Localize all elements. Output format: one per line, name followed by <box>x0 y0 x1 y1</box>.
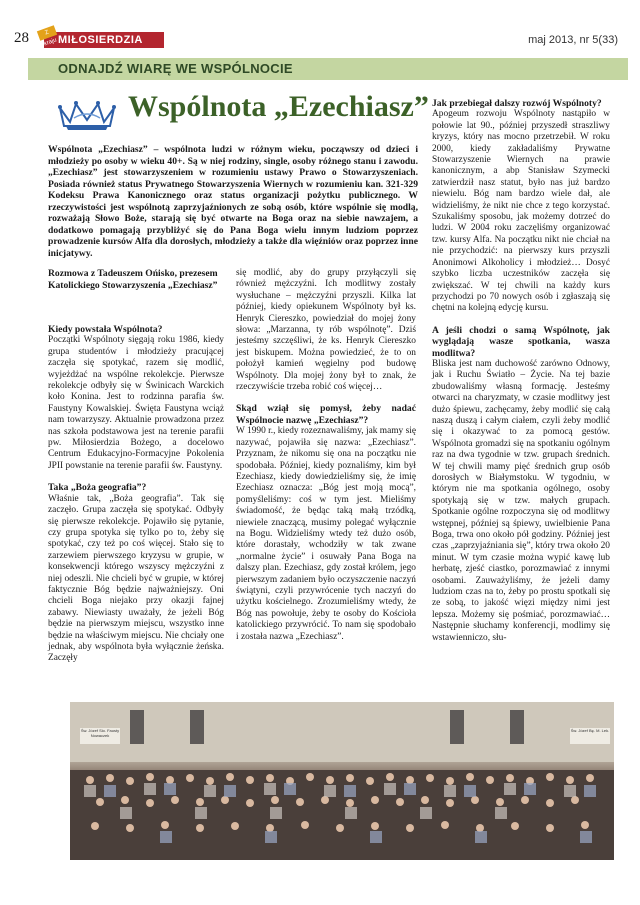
answer-paragraph: się modlić, aby do grupy przyłączyli się również mężczyźni. Ich modlitwy zostały wysłuchane – mężczyźni przyszli. Kilka lat później, kiedy opiekunem Wspólnoty był ks. Henryk Ciereszko, powiedział do mojej żony słowa: „Marzanna, ty rób wspólnotę”. Dziś jesteśmy szczęśliwi, że ks. Henryk Ciereszko jest biskupem. Można powiedzieć, że to on położył kamień węgielny pod budowę Wspólnoty. Dla mojej żony był to znak, że rzeczywiście trzeba robić coś więcej… <box>236 268 416 393</box>
answer-paragraph: Właśnie tak, „Boża geografia”. Tak się zaczęło. Grupa zaczęła się spotykać. Odbyły się pierwsze rekolekcje. Pojawiło się pytanie, czy grupa spotyka się tylko po to, żeby się spotykać, czy też po coś więcej. Stało się to zarzewiem pierwszego kryzysu w grupie, w konsekwencji którego wszyscy mężczyźni z niej odeszli. Nie chcieli być w grupie, w której faktycznie Bóg będzie najważniejszy. Oni chcieli Boga niejako przy okazji fajnej zabawy. Niewiasty uważały, że jeżeli Bóg będzie na pierwszym miejscu, wszystko inne będzie na właściwym miejscu. Nie chciały one jednak, aby wspólnota była wyłącznie żeńska. Zaczęły <box>48 493 224 664</box>
answer-paragraph: Apogeum rozwoju Wspólnoty nastąpiło w połowie lat 90., później przyszedł straszliwy kryzys, który nas mocno przetrzebił. W roku 2000, kiedy zakładaliśmy Prywatne Stowarzyszenie Wiernych na prawie kanonicznym, a abp Stanisław Szymecki zatwierdził nasz statut, było nas już bardzo niewielu. Bóg nam bardzo wiele dał, ale widzieliśmy, że nikt nie chce z tego korzystać. Szukaliśmy sposobu, jak możemy dotrzeć do ludzi. W 2004 roku zaczęliśmy organizować tzw. kursy Alfa. Na początku nikt nie chciał na nie przychodzić: na pierwszy kurs przyszli Anonimowi Alkoholicy i młodzież… Dosyć szybko liczba uczestników zaczęła się zwiększać. W tej chwili na każdy kurs przychodzi po 70 nowych osób i zgłaszają się chętni na kolejną edycję kursu. <box>432 109 610 314</box>
group-photo <box>70 702 614 860</box>
question-heading: Jak przebiegał dalszy rozwój Wspólnoty? <box>432 98 602 109</box>
crowd-illustration <box>70 750 614 860</box>
section-title: ODNAJDŹ WIARĘ WE WSPÓLNOCIE <box>58 61 293 76</box>
question-heading: Taka „Boża geografia”? <box>48 482 147 494</box>
question-heading: Kiedy powstała Wspólnota? <box>48 324 163 335</box>
page-number: 28 <box>14 30 29 46</box>
question-heading: A jeśli chodzi o samą Wspólnotę, jak wyglądają wasze spotkania, wasza modlitwa? <box>432 324 610 359</box>
column-2 <box>236 268 416 643</box>
column-3 <box>432 98 610 644</box>
article-intro: Wspólnota „Ezechiasz” – wspólnota ludzi w różnym wieku, począwszy od dzieci i młodzieży po osoby w wieku 40+. Są w niej rodziny, single, osoby różnego stanu i zawodu. „Ezechiasz” jest stowarzyszeniem w rozumieniu ustawy Prawo o Stowarzyszeniach. Posiada również status Prywatnego Stowarzyszenia Wiernych w rozumieniu kan. 321-329 Kodeksu Prawa Kanonicznego oraz status organizacji pożytku publicznego. W rzeczywistości jest wspólnotą zaprzyjaźnionych ze sobą osób, które wspólnie się modlą, rozważają Słowo Boże, starają się być otwarte na Boga oraz na siebie nawzajem, a dodatkowo pomagają przybliżyć się do Pana Boga wielu innym ludziom poprzez prowadzenie kursów Alfa dla dorosłych, młodzieży a także dla więźniów oraz poprzez inne inicjatywy. <box>48 144 418 259</box>
photo-sign: Św. Józef Sio. Fausty Nowaczek <box>80 728 120 744</box>
interview-byline: Rozmowa z Tadeuszem Ońisko, prezesem Katolickiego Stowarzyszenia „Ezechiasz” <box>48 268 218 291</box>
crown-logo-icon <box>56 96 118 132</box>
answer-paragraph: Bliska jest nam duchowość zarówno Odnowy, jak i Ruchu Światło – Życie. Na tej bazie zbudowaliśmy własną formację. Jesteśmy otwarci na charyzmaty, w czasie modlitwy jest dużo śpiewu, zachęcamy, żeby modlić się całą naszą duszą i całym ciałem, czyli żeby modlić się i okazywać to za pomocą gestów. Wspólnota gromadzi się na spotkaniu ogólnym raz na dwa tygodnie w tzw. grupach średnich. W tej chwili mamy pięć średnich grup osób dorosłych w Białymstoku. W tygodniu, w którym nie ma spotkania ogólnego, osoby spotykają się w tzw. małych grupach. Spotkanie ogólne rozpoczyna się od modlitwy wstępnej, później są śpiewy, uwielbienie Pana Boga, trwa ono około pół godziny. Później jest czas „zaprzyjaźniania się”, który trwa około 20 minut. W tym czasie można wypić kawę lub herbatę, zjeść ciastko, porozmawiać z innymi osobami. Zauważyliśmy, że jeżeli damy ludziom czas na to, żeby po prostu spotkali się ze sobą, to jakość więzi między nimi jest lepsza. Możemy się pośmiać, porozmawiać… Następnie słuchamy konferencji, modlimy się wstawienniczo, słu- <box>432 358 610 643</box>
answer-paragraph: Początki Wspólnoty sięgają roku 1986, kiedy grupa studentów i młodzieży pracującej zaczęła się spotykać, razem się modlić, wyjeżdżać na wspólne rekolekcje. Pierwsze rekolekcje odbyły się w Świnicach Warckich koło Konina. Jest to rodzinna parafia św. Faustyny Kowalskiej. Święta Faustyna wciąż nam towarzyszy. Aktualnie prowadzona przez nas szkoła podstawowa jest na terenie parafii pw. Miłosierdzia Bożego, a docelowo Centrum Edukacyjno-Formacyjne Pokolenia JPII powstanie na terenie parafii św. Faustyny. <box>48 335 224 471</box>
magazine-badge: Z kraju <box>37 25 57 41</box>
column-1 <box>48 318 224 665</box>
article-title: Wspólnota „Ezechiasz” <box>128 90 429 123</box>
magazine-banner: MIŁOSIERDZIA <box>44 32 164 48</box>
photo-sign: Św. Józef Bę. M. Lek. <box>570 728 610 744</box>
issue-label: maj 2013, nr 5(33) <box>528 34 618 46</box>
answer-paragraph: W 1990 r., kiedy rozeznawaliśmy, jak mamy się nazywać, pojawiła się nazwa: „Ezechiasz”. Przyznam, że nikomu się ona na początku nie spodobała. Później, kiedy poznaliśmy, kim był Ezechiasz, kiedy dowiedzieliśmy się, że imię Ezechiasz oznacza: „Bóg jest moją mocą”, pomyśleliśmy: coś w tym jest. Mieliśmy świadomość, że będąc taką małą trzódką, niewiele znaczącą, musimy polegać wyłącznie na Bogu. Widzieliśmy wtedy też dużo osób, które dorastały, wchodziły w tak zwane „normalne życie” i osuwały Pana Boga na dalszy plan. Ezechiasz, gdy został królem, jego pierwszym zadaniem było oczyszczenie naczyń świątyni, czyli przywrócenie tych naczyń do użytku kościelnego. Zrozumieliśmy wtedy, że Bóg nas powołuje, żeby te osoby do Kościoła katolickiego przywrócić. To nam się spodobało i została nazwa „Ezechiasz”. <box>236 426 416 642</box>
question-heading: Skąd wziął się pomysł, żeby nadać Wspólnocie nazwę „Ezechiasz”? <box>236 403 416 426</box>
